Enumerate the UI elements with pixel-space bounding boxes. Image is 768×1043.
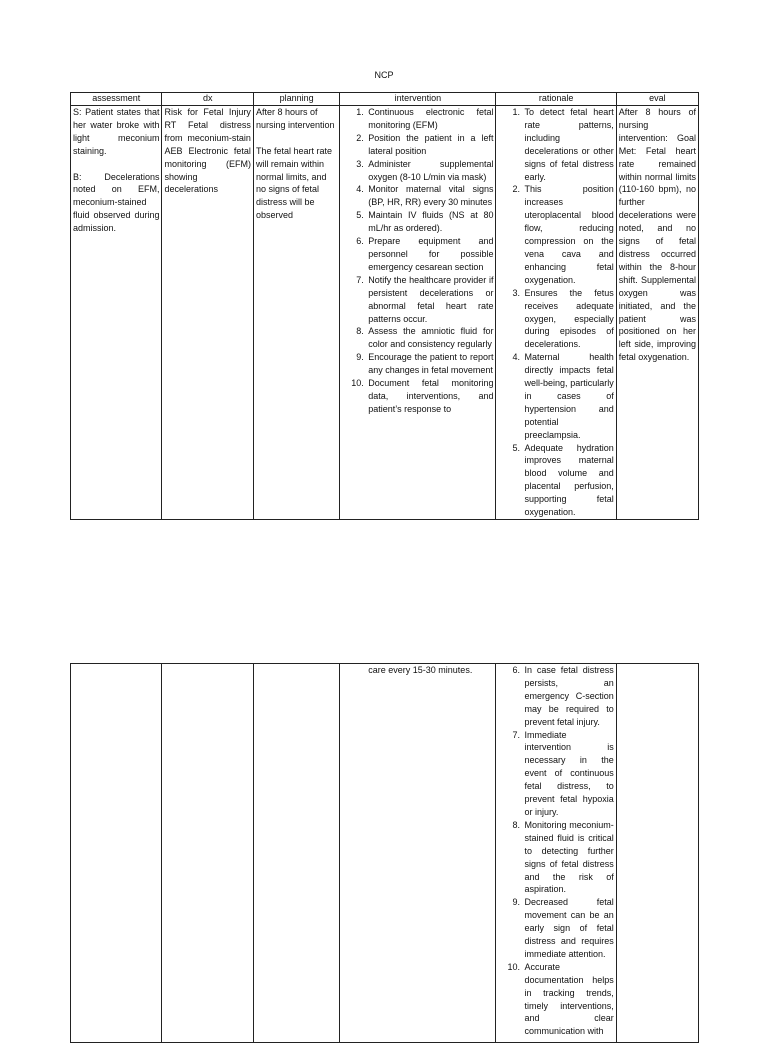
header-planning: planning <box>253 93 339 106</box>
assessment-cell <box>71 106 162 520</box>
ncp-table-continued <box>70 663 699 1043</box>
list-item: 4. Maternal health directly impacts fetal well-being, particularly in cases of hypertension and potential preeclampsia. <box>522 351 613 441</box>
header-eval: eval <box>616 93 698 106</box>
list-item: 10. Document fetal monitoring data, interventions, and patient’s response to <box>366 377 493 416</box>
planning-goal: The fetal heart rate will remain within normal limits, and no signs of fetal distress will be observed <box>255 145 332 221</box>
assessment-subjective: S: Patient states that her water broke with light meconium staining. <box>73 107 160 156</box>
planning-timeframe: After 8 hours of nursing intervention <box>255 107 335 130</box>
page-title: NCP <box>374 70 394 80</box>
list-item: 3. Administer supplemental oxygen (8-10 L/min via mask) <box>366 158 493 184</box>
list-item: 9. Encourage the patient to report any changes in fetal movement <box>366 351 493 377</box>
header-rationale: rationale <box>496 93 616 106</box>
rationale-list <box>498 106 613 519</box>
list-item: 6. Prepare equipment and personnel for possible emergency cesarean section <box>366 235 493 274</box>
rationale-cell <box>496 664 616 1043</box>
dx-cell <box>162 664 253 1043</box>
eval-cell <box>616 664 698 1043</box>
list-item: 9. Decreased fetal movement can be an early sign of fetal distress and requires immediate attention. <box>522 896 613 961</box>
list-item: 3. Ensures the fetus receives adequate oxygen, especially during episodes of decelerations. <box>522 287 613 352</box>
list-item: 4. Monitor maternal vital signs (BP, HR, RR) every 30 minutes <box>366 183 493 209</box>
rationale-list <box>498 664 613 1038</box>
header-row <box>71 93 699 106</box>
dx-cell: Risk for Fetal Injury RT Fetal distress from meconium-stain AEB Electronic fetal monitoring (EFM) showing decelerations <box>162 106 253 520</box>
intervention-list <box>342 106 493 416</box>
list-item: 1. Continuous electronic fetal monitoring (EFM) <box>366 106 493 132</box>
header-intervention: intervention <box>340 93 496 106</box>
list-item: 2. Position the patient in a left lateral position <box>366 132 493 158</box>
list-item: 1. To detect fetal heart rate patterns, including decelerations or other signs of fetal distress early. <box>522 106 613 183</box>
planning-cell <box>253 664 339 1043</box>
table-row <box>71 664 699 1043</box>
eval-cell: After 8 hours of nursing intervention: Goal Met: Fetal heart rate remained within normal limits (110-160 bpm), no further decelerations were noted, and no signs of fetal distress occurred within the 8-hour shift. Supplemental oxygen was initiated, and the patient was positioned on her left side, improving fetal oxygenation. <box>616 106 698 520</box>
list-item: 5. Adequate hydration improves maternal blood volume and placental perfusion, supporting fetal oxygenation. <box>522 442 613 519</box>
intervention-continued: care every 15-30 minutes. <box>368 665 473 675</box>
rationale-cell <box>496 106 616 520</box>
list-item: 7. Notify the healthcare provider if persistent decelerations or abnormal fetal heart rate patterns occur. <box>366 274 493 326</box>
list-item: 2. This position increases uteroplacental blood flow, reducing compression on the vena cava and enhancing fetal oxygenation. <box>522 183 613 286</box>
assessment-objective: B: Decelerations noted on EFM, meconium-stained fluid observed during admission. <box>73 171 160 234</box>
list-item: 7. Immediate intervention is necessary in the event of continuous fetal distress, to prevent fetal hypoxia or injury. <box>522 729 613 819</box>
intervention-cell <box>340 664 496 1043</box>
header-assessment: assessment <box>71 93 162 106</box>
ncp-table <box>70 92 699 520</box>
planning-cell <box>253 106 339 520</box>
assessment-cell <box>71 664 162 1043</box>
list-item: 5. Maintain IV fluids (NS at 80 mL/hr as ordered). <box>366 209 493 235</box>
table-row <box>71 106 699 520</box>
list-item: 6. In case fetal distress persists, an emergency C-section may be required to prevent fetal injury. <box>522 664 613 729</box>
intervention-cell <box>340 106 496 520</box>
list-item: 8. Assess the amniotic fluid for color and consistency regularly <box>366 325 493 351</box>
list-item: 8. Monitoring meconium-stained fluid is critical to detecting further signs of fetal distress and the risk of aspiration. <box>522 819 613 896</box>
header-dx: dx <box>162 93 253 106</box>
list-item: 10. Accurate documentation helps in tracking trends, timely interventions, and clear communication with <box>522 961 613 1038</box>
